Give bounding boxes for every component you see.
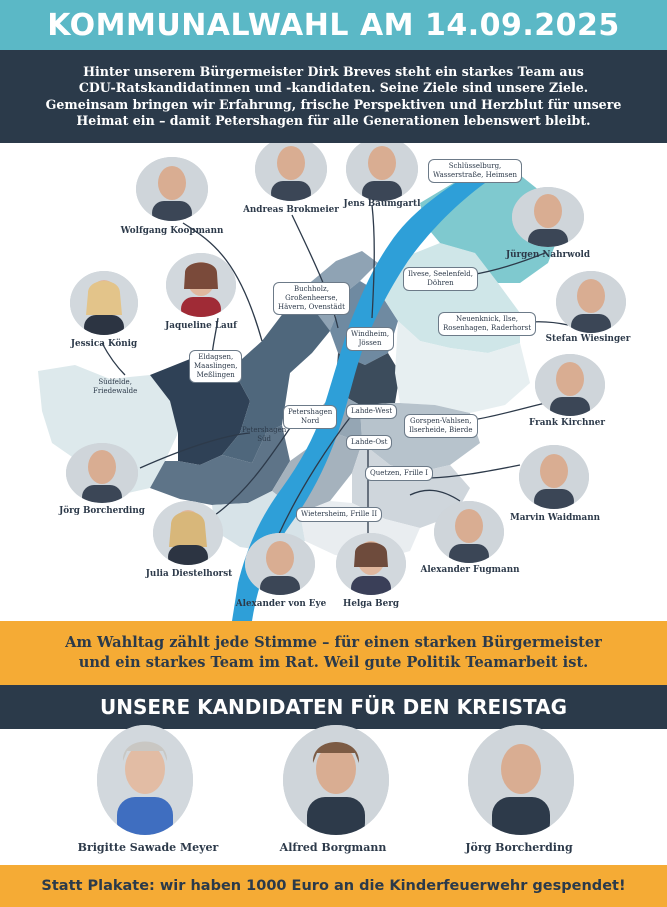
footer-banner: [0, 865, 667, 907]
candidate-name: Jörg Borcherding: [465, 841, 573, 854]
candidate-photo: [283, 725, 389, 835]
candidate-name: Jaqueline Lauf: [165, 321, 237, 331]
district-name: Nord: [301, 417, 320, 425]
district-name: Jössen: [358, 339, 382, 347]
candidate-name: Stefan Wiesinger: [545, 334, 631, 344]
district-name: Döhren: [427, 279, 454, 287]
kreistag-header: [0, 685, 667, 729]
header-banner: [0, 0, 667, 50]
candidate-name: Alexander von Eye: [235, 599, 327, 609]
cta-line: und ein starkes Team im Rat. Weil gute Politik Teamarbeit ist.: [78, 654, 589, 671]
candidate-photo: [519, 445, 589, 509]
candidate-photo: [535, 354, 605, 416]
candidate-photo: [336, 533, 406, 595]
district-name: Quetzen, Frille I: [370, 469, 429, 477]
candidate-photo: [434, 501, 504, 563]
district-name: Hävern, Ovenstädt: [278, 303, 345, 311]
candidate-photo: [70, 271, 138, 335]
candidate-photo: [556, 271, 626, 333]
district-name: Lahde-Ost: [351, 438, 388, 446]
candidate-photo: [512, 187, 584, 247]
district-label: [346, 404, 397, 419]
district-label: [189, 350, 242, 383]
footer-text: Statt Plakate: wir haben 1000 Euro an die Kinderfeuerwehr gespendet!: [41, 878, 626, 894]
candidate-photo: [153, 501, 223, 565]
district-name: Meßlingen: [196, 371, 235, 379]
district-name: Schlüsselburg,: [448, 162, 502, 170]
district-label: [93, 378, 137, 396]
page-title: KOMMUNALWAHL AM 14.09.2025: [47, 7, 620, 43]
kreistag-section: [0, 729, 667, 865]
cta-banner: [0, 621, 667, 685]
candidate-name: Wolfgang Koopmann: [120, 226, 224, 236]
kreistag-title: UNSERE KANDIDATEN FÜR DEN KREISTAG: [100, 695, 567, 719]
district-name: Neuenknick, Ilse,: [456, 315, 519, 323]
candidate-name: Julia Diestelhorst: [145, 569, 233, 579]
district-label: [346, 327, 394, 351]
district-label: [273, 282, 350, 315]
district-label: [346, 435, 392, 450]
candidate-name: Brigitte Sawade Meyer: [77, 841, 219, 854]
district-label: [283, 405, 337, 429]
district-map: [0, 143, 667, 621]
candidate-name: Andreas Brokmeier: [243, 205, 339, 215]
district-name: Friedewalde: [93, 387, 138, 395]
district-label: [242, 426, 286, 444]
district-name: Süd: [257, 435, 272, 443]
candidate-name: Helga Berg: [343, 599, 399, 609]
district-label: [296, 507, 382, 522]
candidate-photo: [166, 253, 236, 317]
candidate-photo: [66, 443, 138, 503]
candidate-photo: [468, 725, 574, 835]
district-name: Eldagsen,: [198, 353, 234, 361]
district-label: [365, 466, 433, 481]
district-label: [403, 267, 478, 291]
candidate-name: Frank Kirchner: [529, 418, 605, 428]
cta-text: [65, 633, 602, 673]
district-name: Windheim,: [351, 330, 390, 338]
candidate-name: Alfred Borgmann: [279, 841, 387, 854]
district-name: Großenheerse,: [285, 294, 338, 302]
intro-line: Heimat ein – damit Petershagen für alle Generationen lebenswert bleibt.: [76, 113, 591, 128]
candidate-photo: [245, 533, 315, 595]
intro-line: Gemeinsam bringen wir Erfahrung, frische Perspektiven und Herzblut für unsere: [45, 96, 622, 112]
district-name: Ilserheide, Bierde: [409, 426, 473, 434]
district-name: Gorspen-Vahlsen,: [410, 417, 472, 425]
intro-line: Hinter unserem Bürgermeister Dirk Breves steht ein starkes Team aus: [83, 63, 584, 79]
candidate-name: Alexander Fugmann: [420, 565, 520, 575]
intro-line: CDU-Ratskandidatinnen und -kandidaten. Seine Ziele sind unsere Ziele.: [78, 80, 589, 95]
district-name: Wasserstraße, Heimsen: [433, 171, 517, 179]
candidate-name: Jürgen Nahrwold: [505, 250, 591, 260]
district-name: Wietersheim, Frille II: [301, 510, 378, 518]
district-label: [428, 159, 522, 183]
candidate-photo: [97, 725, 193, 835]
district-name: Petershagen: [242, 426, 287, 434]
district-name: Ilvese, Seelenfeld,: [408, 270, 473, 278]
district-name: Maaslingen,: [194, 362, 238, 370]
district-name: Südfelde,: [98, 378, 132, 386]
district-name: Rosenhagen, Raderhorst: [443, 324, 532, 332]
candidate-photo: [136, 157, 208, 221]
intro-section: [0, 50, 667, 143]
district-name: Lahde-West: [351, 407, 393, 415]
district-name: Buchholz,: [293, 285, 329, 293]
candidate-name: Jens Baumgartl: [343, 199, 421, 209]
district-name: Petershagen: [288, 408, 333, 416]
cta-line: Am Wahltag zählt jede Stimme – für einen starken Bürgermeister: [65, 634, 602, 651]
candidate-name: Jörg Borcherding: [59, 506, 145, 516]
intro-text: [46, 64, 622, 130]
district-label: [404, 414, 478, 438]
candidate-name: Jessica König: [70, 339, 138, 349]
candidate-name: Marvin Waidmann: [509, 513, 601, 523]
district-label: [438, 312, 536, 336]
